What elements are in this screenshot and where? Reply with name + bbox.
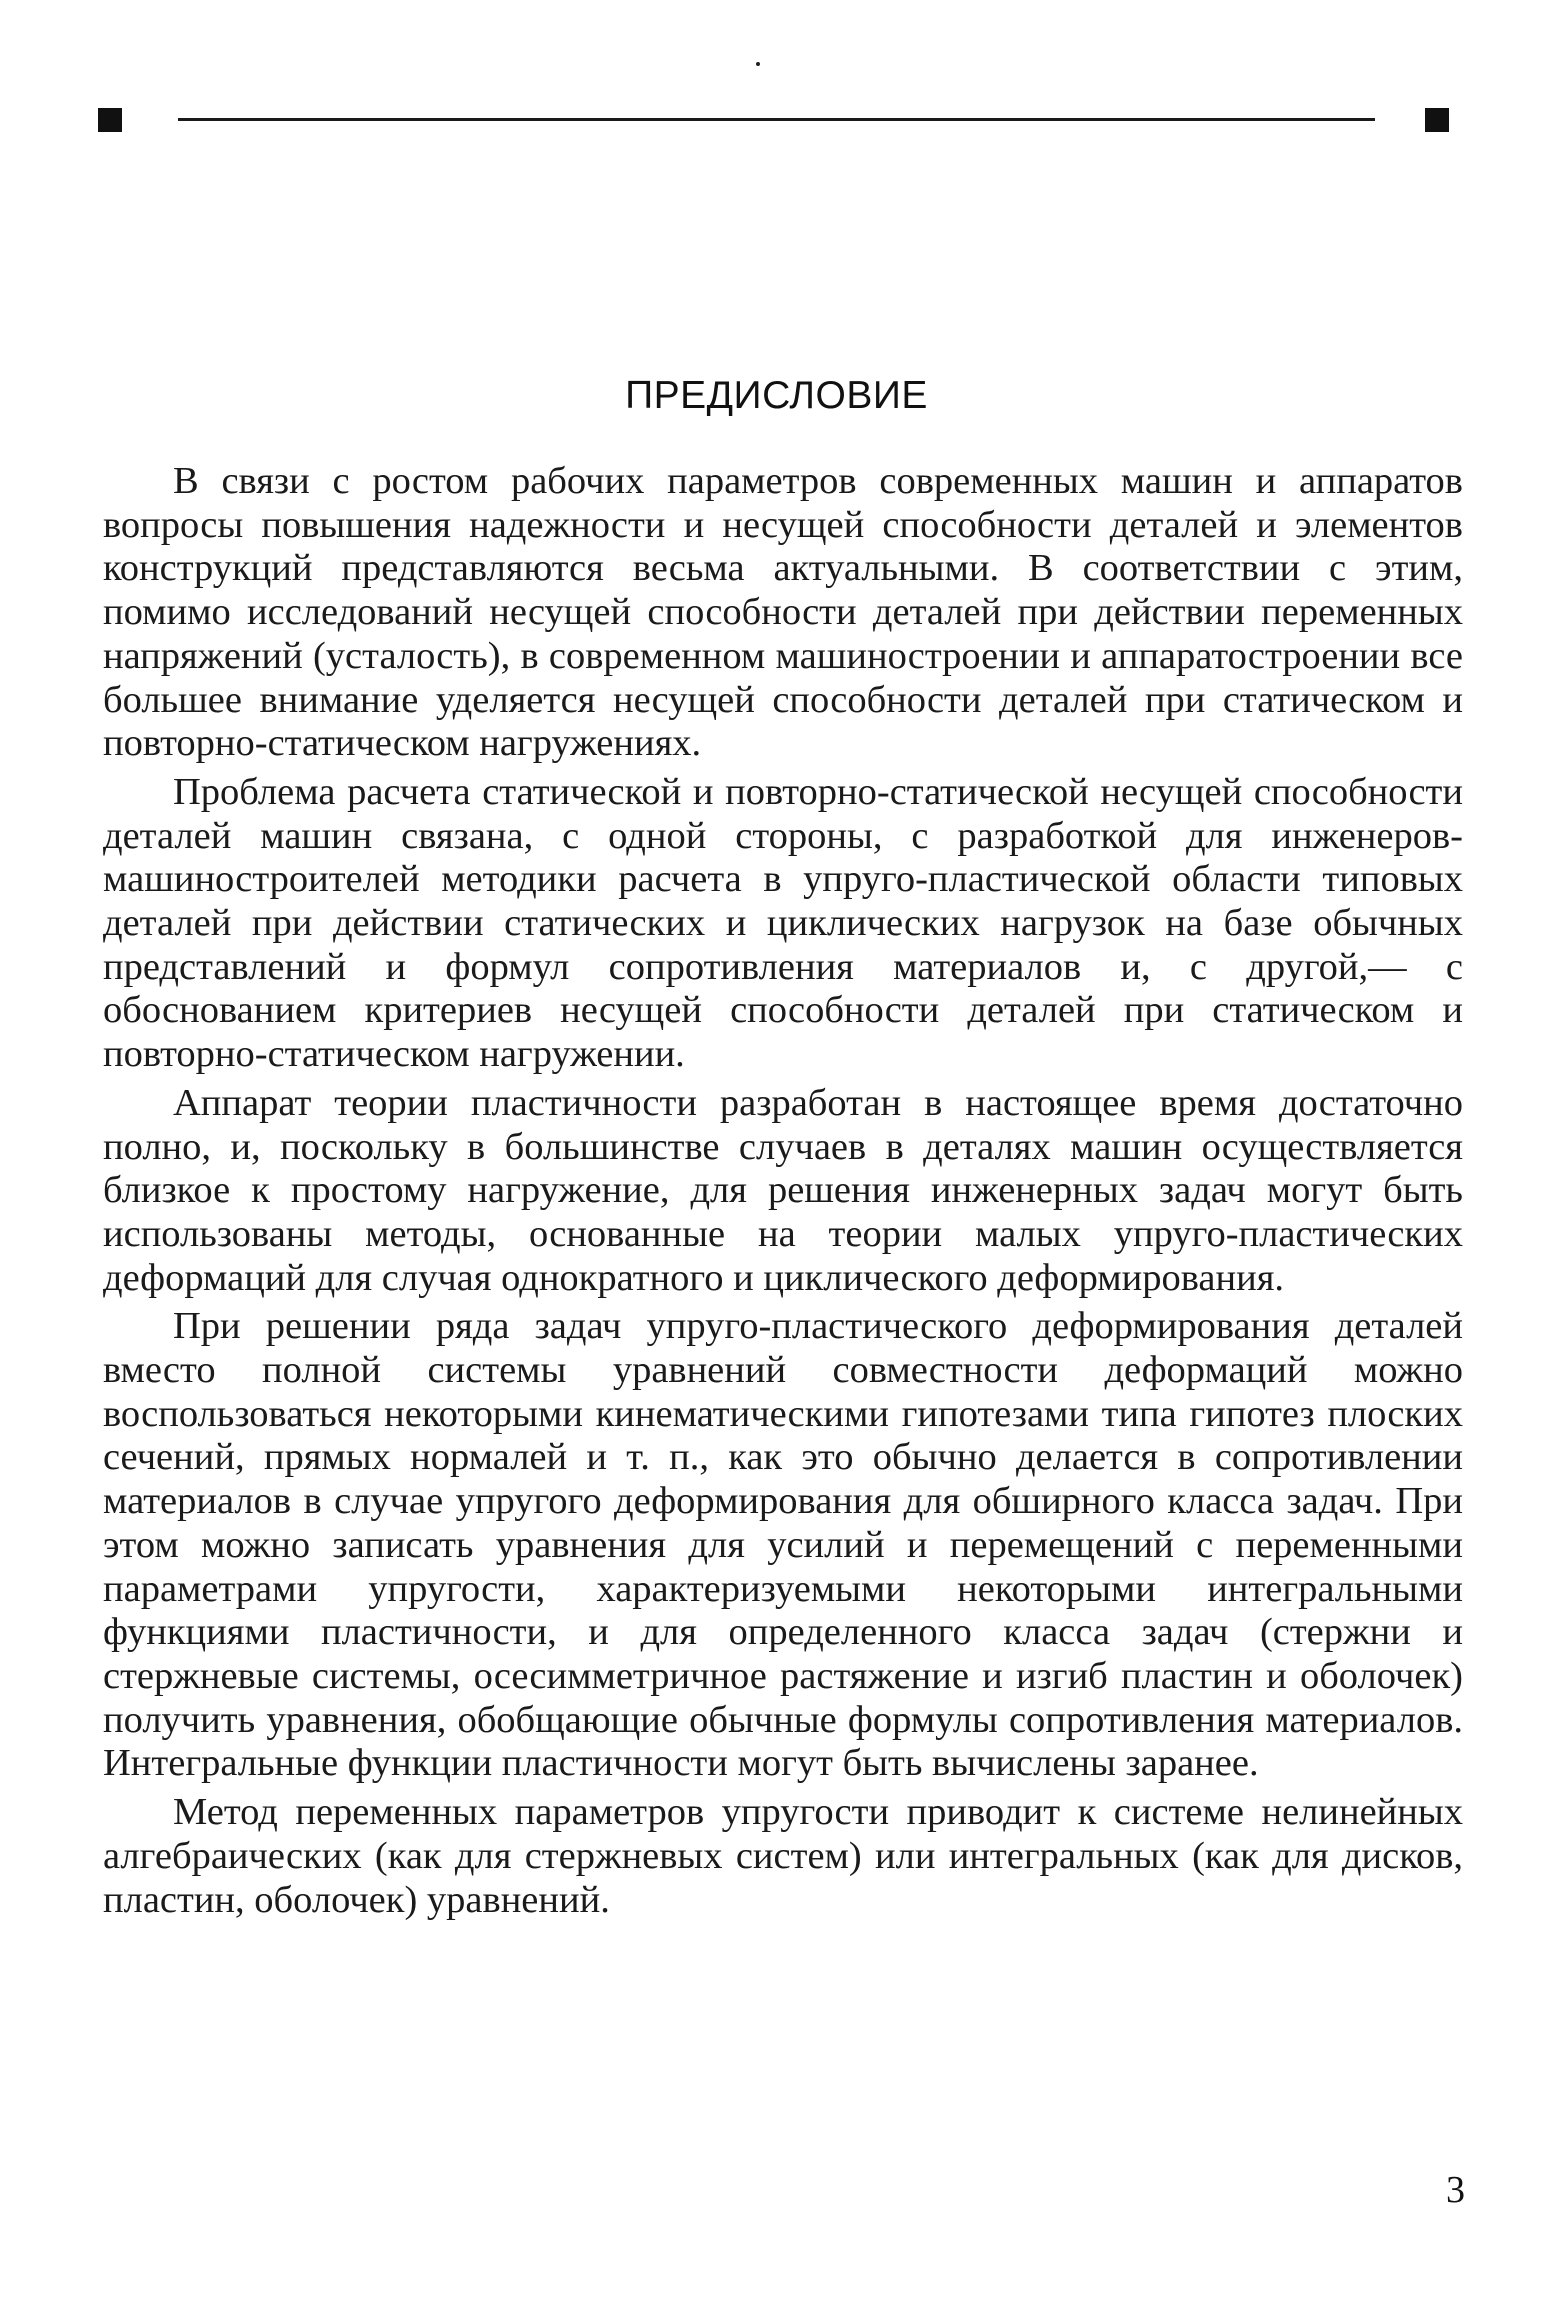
left-square-marker-icon xyxy=(98,108,122,132)
paragraph: При решении ряда задач упруго-пластического деформирования деталей вместо полной системы уравнений совместности деформаций можно воспользоваться некоторыми кинематическими гипотезами типа гипотез плоских сечений, прямых нормалей и т. п., как это обычно делается в сопротивлении материалов в случае упругого деформирования для обширного класса задач. При этом можно записать уравнения для усилий и перемещений с переменными параметрами упругости, характеризуемыми некоторыми интегральными функциями пластичности, и для определенного класса задач (стержни и стержневые системы, осесимметричное растяжение и изгиб пластин и оболочек) получить уравнения, обобщающие обычные формулы сопротивления материалов. Интегральные функции пластичности могут быть вычислены заранее. xyxy=(103,1305,1463,1785)
paragraph: Проблема расчета статической и повторно-статической несущей способности деталей машин связана, с одной стороны, с разработкой для инженеров-машиностроителей методики расчета в упруго-пластической области типовых деталей при действии статических и циклических нагрузок на базе обычных представлений и формул сопротивления материалов и, с другой,— с обоснованием критериев несущей способности деталей при статическом и повторно-статическом нагружении. xyxy=(103,770,1463,1076)
page-number: 3 xyxy=(1446,2169,1465,2211)
body-text xyxy=(103,460,1463,1927)
page-title: ПРЕДИСЛОВИЕ xyxy=(625,374,928,417)
print-speck xyxy=(756,62,760,66)
right-square-marker-icon xyxy=(1425,108,1449,132)
paragraph: Аппарат теории пластичности разработан в настоящее время достаточно полно, и, поскольку в большинстве случаев в деталях машин осуществляется близкое к простому нагружение, для решения инженерных задач могут быть использованы методы, основанные на теории малых упруго-пластических деформаций для случая однократного и циклического деформирования. xyxy=(103,1081,1463,1299)
top-rule xyxy=(178,118,1375,121)
paragraph: В связи с ростом рабочих параметров современных машин и аппаратов вопросы повышения надежности и несущей способности деталей и элементов конструкций представляются весьма актуальными. В соответствии с этим, помимо исследований несущей способности деталей при действии переменных напряжений (усталость), в современном машиностроении и аппаратостроении все большее внимание уделяется несущей способности деталей при статическом и повторно-статическом нагружениях. xyxy=(103,460,1463,765)
paragraph: Метод переменных параметров упругости приводит к системе нелинейных алгебраических (как для стержневых систем) или интегральных (как для дисков, пластин, оболочек) уравнений. xyxy=(103,1791,1463,1921)
